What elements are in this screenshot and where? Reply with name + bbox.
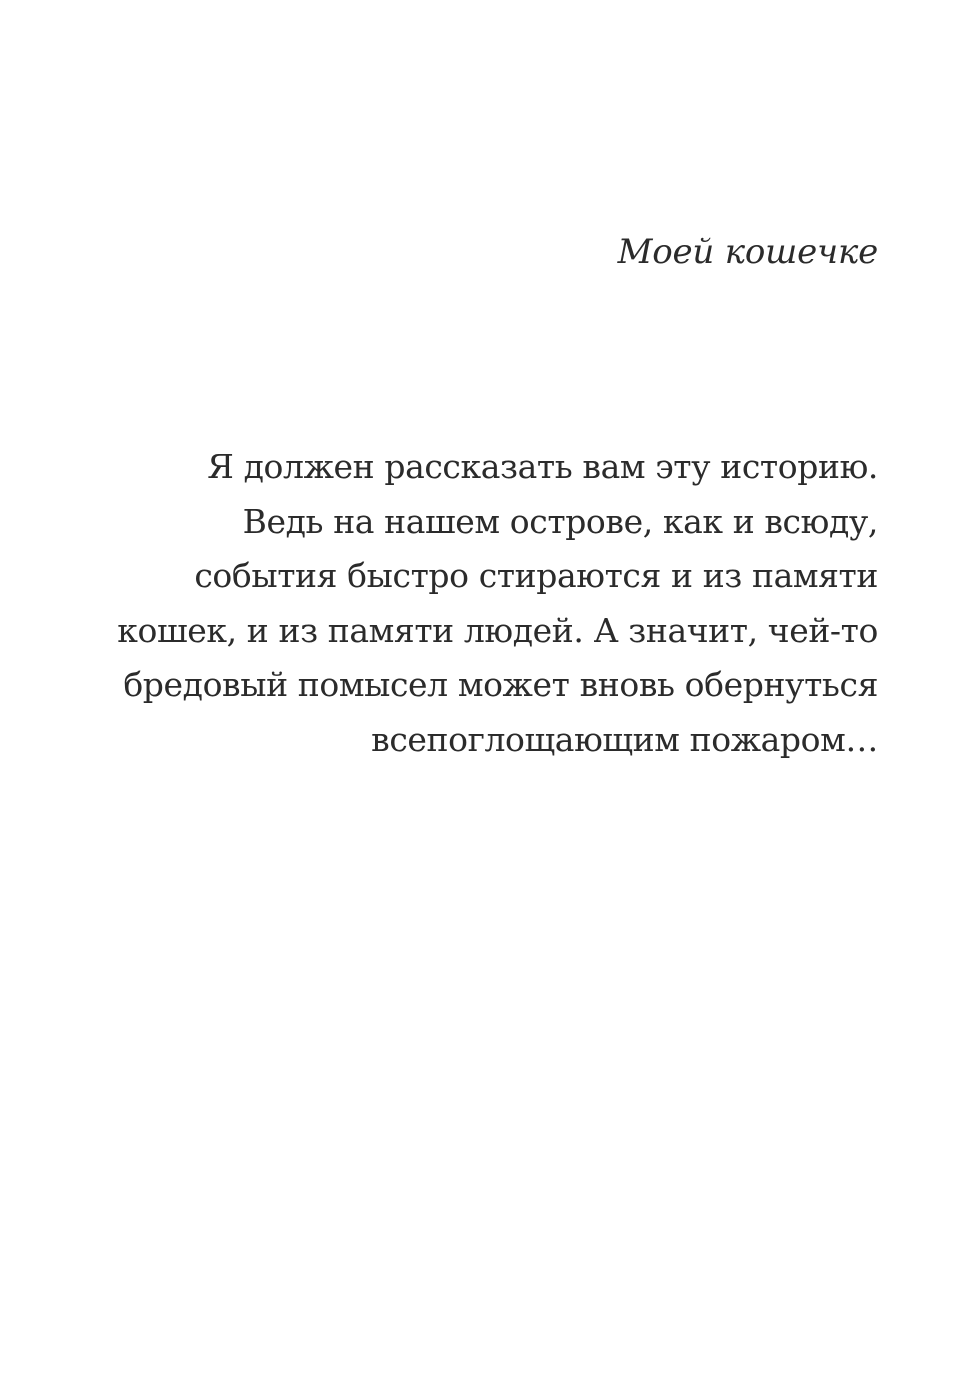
- epigraph-line: Ведь на нашем острове, как и всюду,: [242, 501, 878, 541]
- epigraph-line: кошек, и из памяти людей. А значит, чей-то: [117, 610, 878, 650]
- epigraph-line: Я должен рассказать вам эту историю.: [207, 447, 878, 486]
- epigraph-line: всепоглощающим пожаром…: [371, 719, 878, 759]
- epigraph: [117, 440, 878, 767]
- epigraph-line: события быстро стираются и из памяти: [194, 556, 878, 595]
- dedication: Моей кошечке: [617, 232, 878, 272]
- epigraph-line: бредовый помысел может вновь обернуться: [123, 665, 878, 704]
